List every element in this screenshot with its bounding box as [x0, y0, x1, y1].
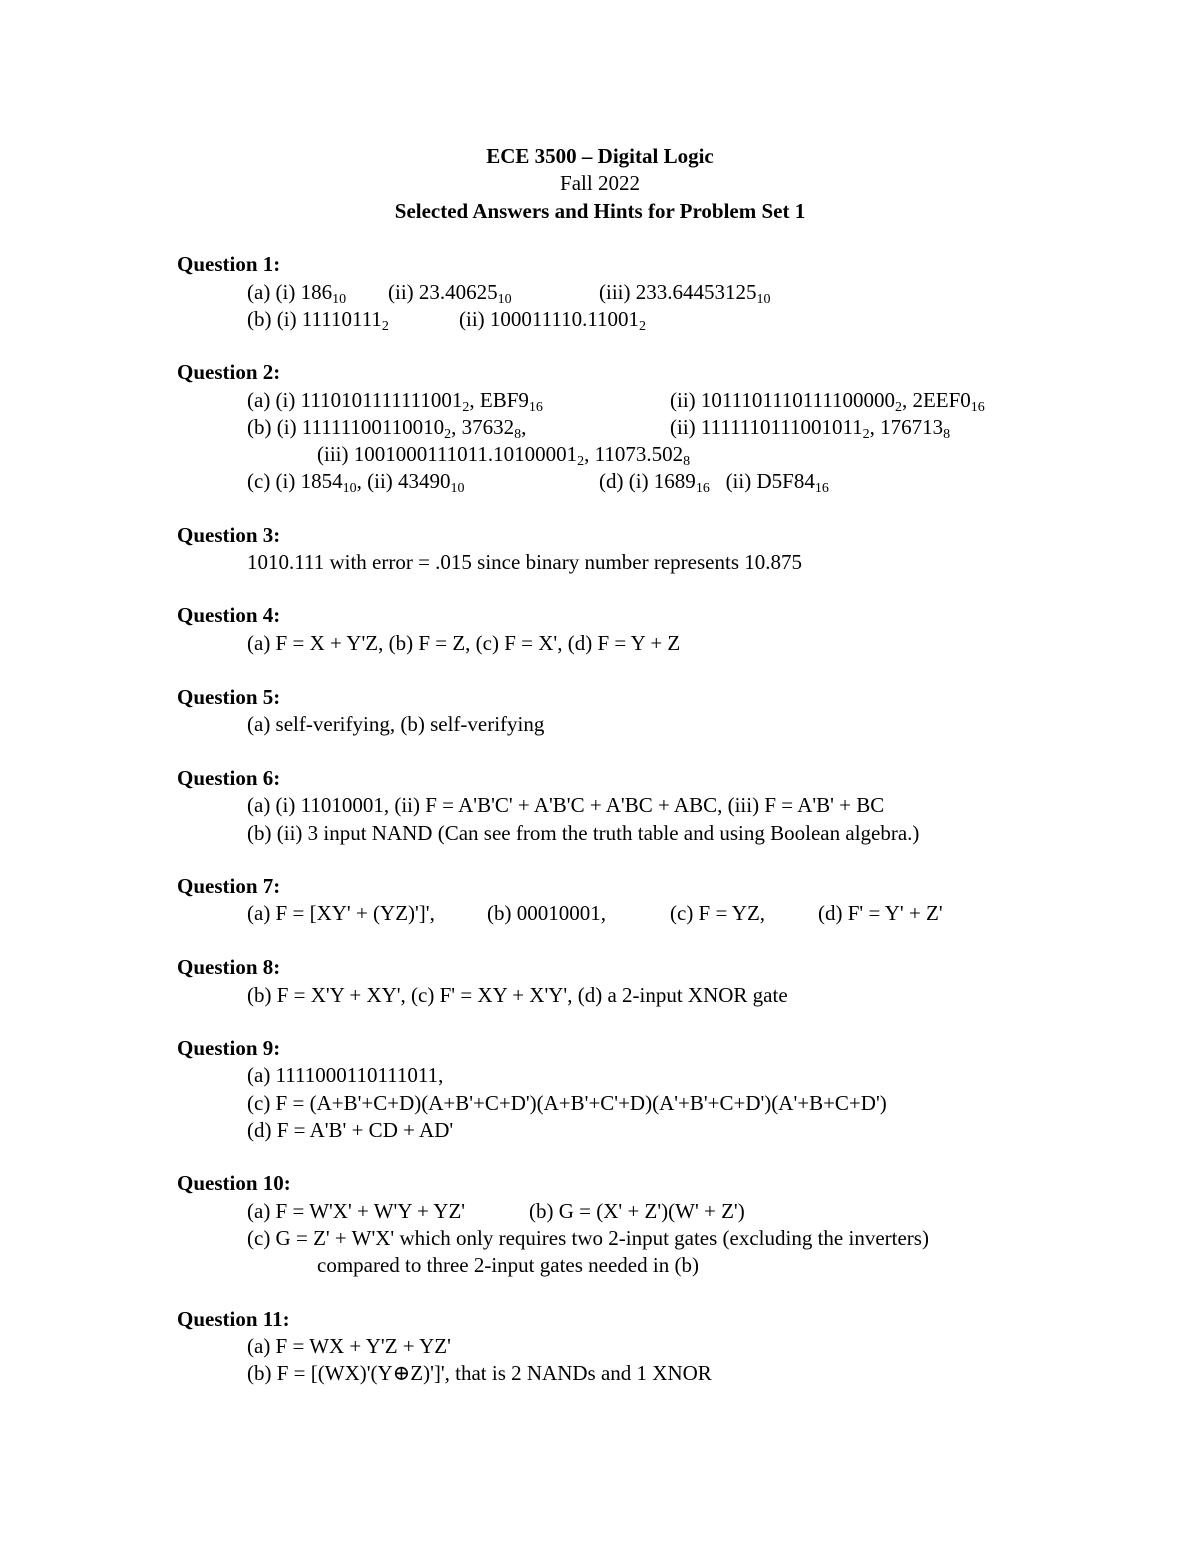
- answer-line: (d) (i) $1689_{16}$ (ii) $D5F84_{16}$: [599, 469, 829, 496]
- question-heading: Question 8:: [177, 955, 281, 979]
- answer-line: (ii) $23.40625_{10}$: [388, 280, 512, 307]
- answer-line: (b) (i) $11111100110010_2$, $37632_8$,: [247, 415, 527, 442]
- answer-line: (b) 00010001,: [487, 901, 606, 925]
- answer-line: (a) F = WX + Y'Z + YZ': [247, 1334, 451, 1358]
- answer-line: (c) G = Z' + W'X' which only requires two 2-input gates (excluding the inverters): [247, 1226, 929, 1250]
- answer-line: (a) (i) $1110101111111001_2$, $EBF9_{16}$: [247, 388, 543, 415]
- answer-line: (ii) $1111110111001011_2$, $176713_8$: [670, 415, 951, 442]
- question-heading: Question 2:: [177, 360, 281, 384]
- term: Fall 2022: [560, 171, 640, 195]
- answer-line: (c) F = (A+B'+C+D)(A+B'+C+D')(A+B'+C'+D)(A'+B'+C+D')(A'+B+C+D'): [247, 1091, 887, 1115]
- document-subtitle: Selected Answers and Hints for Problem Set 1: [394, 199, 806, 223]
- answer-line: (a) 1111000110111011,: [247, 1063, 444, 1087]
- answer-line: (d) F = A'B' + CD + AD': [247, 1118, 454, 1142]
- answer-line: (ii) $100011110.11001_2$: [459, 307, 647, 334]
- question-heading: Question 3:: [177, 523, 281, 547]
- answer-line: (a) self-verifying, (b) self-verifying: [247, 712, 545, 736]
- answer-line: (iii) $1001000111011.10100001_2$, $11073.502_8$: [317, 442, 691, 469]
- question-heading: Question 11:: [177, 1307, 290, 1331]
- course-title: ECE 3500 – Digital Logic: [486, 144, 714, 168]
- answer-line: (ii) $1011101110111100000_2$, $2EEF0_{16}$: [670, 388, 985, 415]
- answer-line: (b) F = [(WX)'(Y⊕Z)']', that is 2 NANDs and 1 XNOR: [247, 1361, 712, 1385]
- answer-line: (a) F = X + Y'Z, (b) F = Z, (c) F = X', (d) F = Y + Z: [247, 631, 681, 655]
- answer-line: (a) F = W'X' + W'Y + YZ': [247, 1199, 466, 1223]
- answer-line: (a) (i) 11010001, (ii) F = A'B'C' + A'B'C + A'BC + ABC, (iii) F = A'B' + BC: [247, 793, 885, 817]
- question-heading: Question 10:: [177, 1171, 291, 1195]
- answer-line: (b) (ii) 3 input NAND (Can see from the truth table and using Boolean algebra.): [247, 821, 920, 845]
- answer-line: (a) F = [XY' + (YZ)']',: [247, 901, 435, 925]
- question-heading: Question 7:: [177, 874, 281, 898]
- question-heading: Question 9:: [177, 1036, 281, 1060]
- answer-line: (iii) $233.64453125_{10}$: [599, 280, 771, 307]
- question-heading: Question 6:: [177, 766, 281, 790]
- answer-line: (c) F = YZ,: [670, 901, 766, 925]
- answer-line: 1010.111 with error = .015 since binary number represents 10.875: [247, 550, 802, 574]
- answer-line: (d) F' = Y' + Z': [818, 901, 943, 925]
- question-heading: Question 5:: [177, 685, 281, 709]
- answer-line: (b) F = X'Y + XY', (c) F' = XY + X'Y', (d) a 2-input XNOR gate: [247, 983, 788, 1007]
- question-heading: Question 1:: [177, 252, 281, 276]
- answer-line: (b) (i) $11110111_2$: [247, 307, 389, 334]
- question-heading: Question 4:: [177, 603, 281, 627]
- answer-line: (c) (i) $1854_{10}$, (ii) $43490_{10}$: [247, 469, 465, 496]
- answer-line: (a) (i) $186_{10}$: [247, 280, 347, 307]
- answer-line: (b) G = (X' + Z')(W' + Z'): [529, 1199, 745, 1223]
- answer-line: compared to three 2-input gates needed in (b): [317, 1253, 699, 1277]
